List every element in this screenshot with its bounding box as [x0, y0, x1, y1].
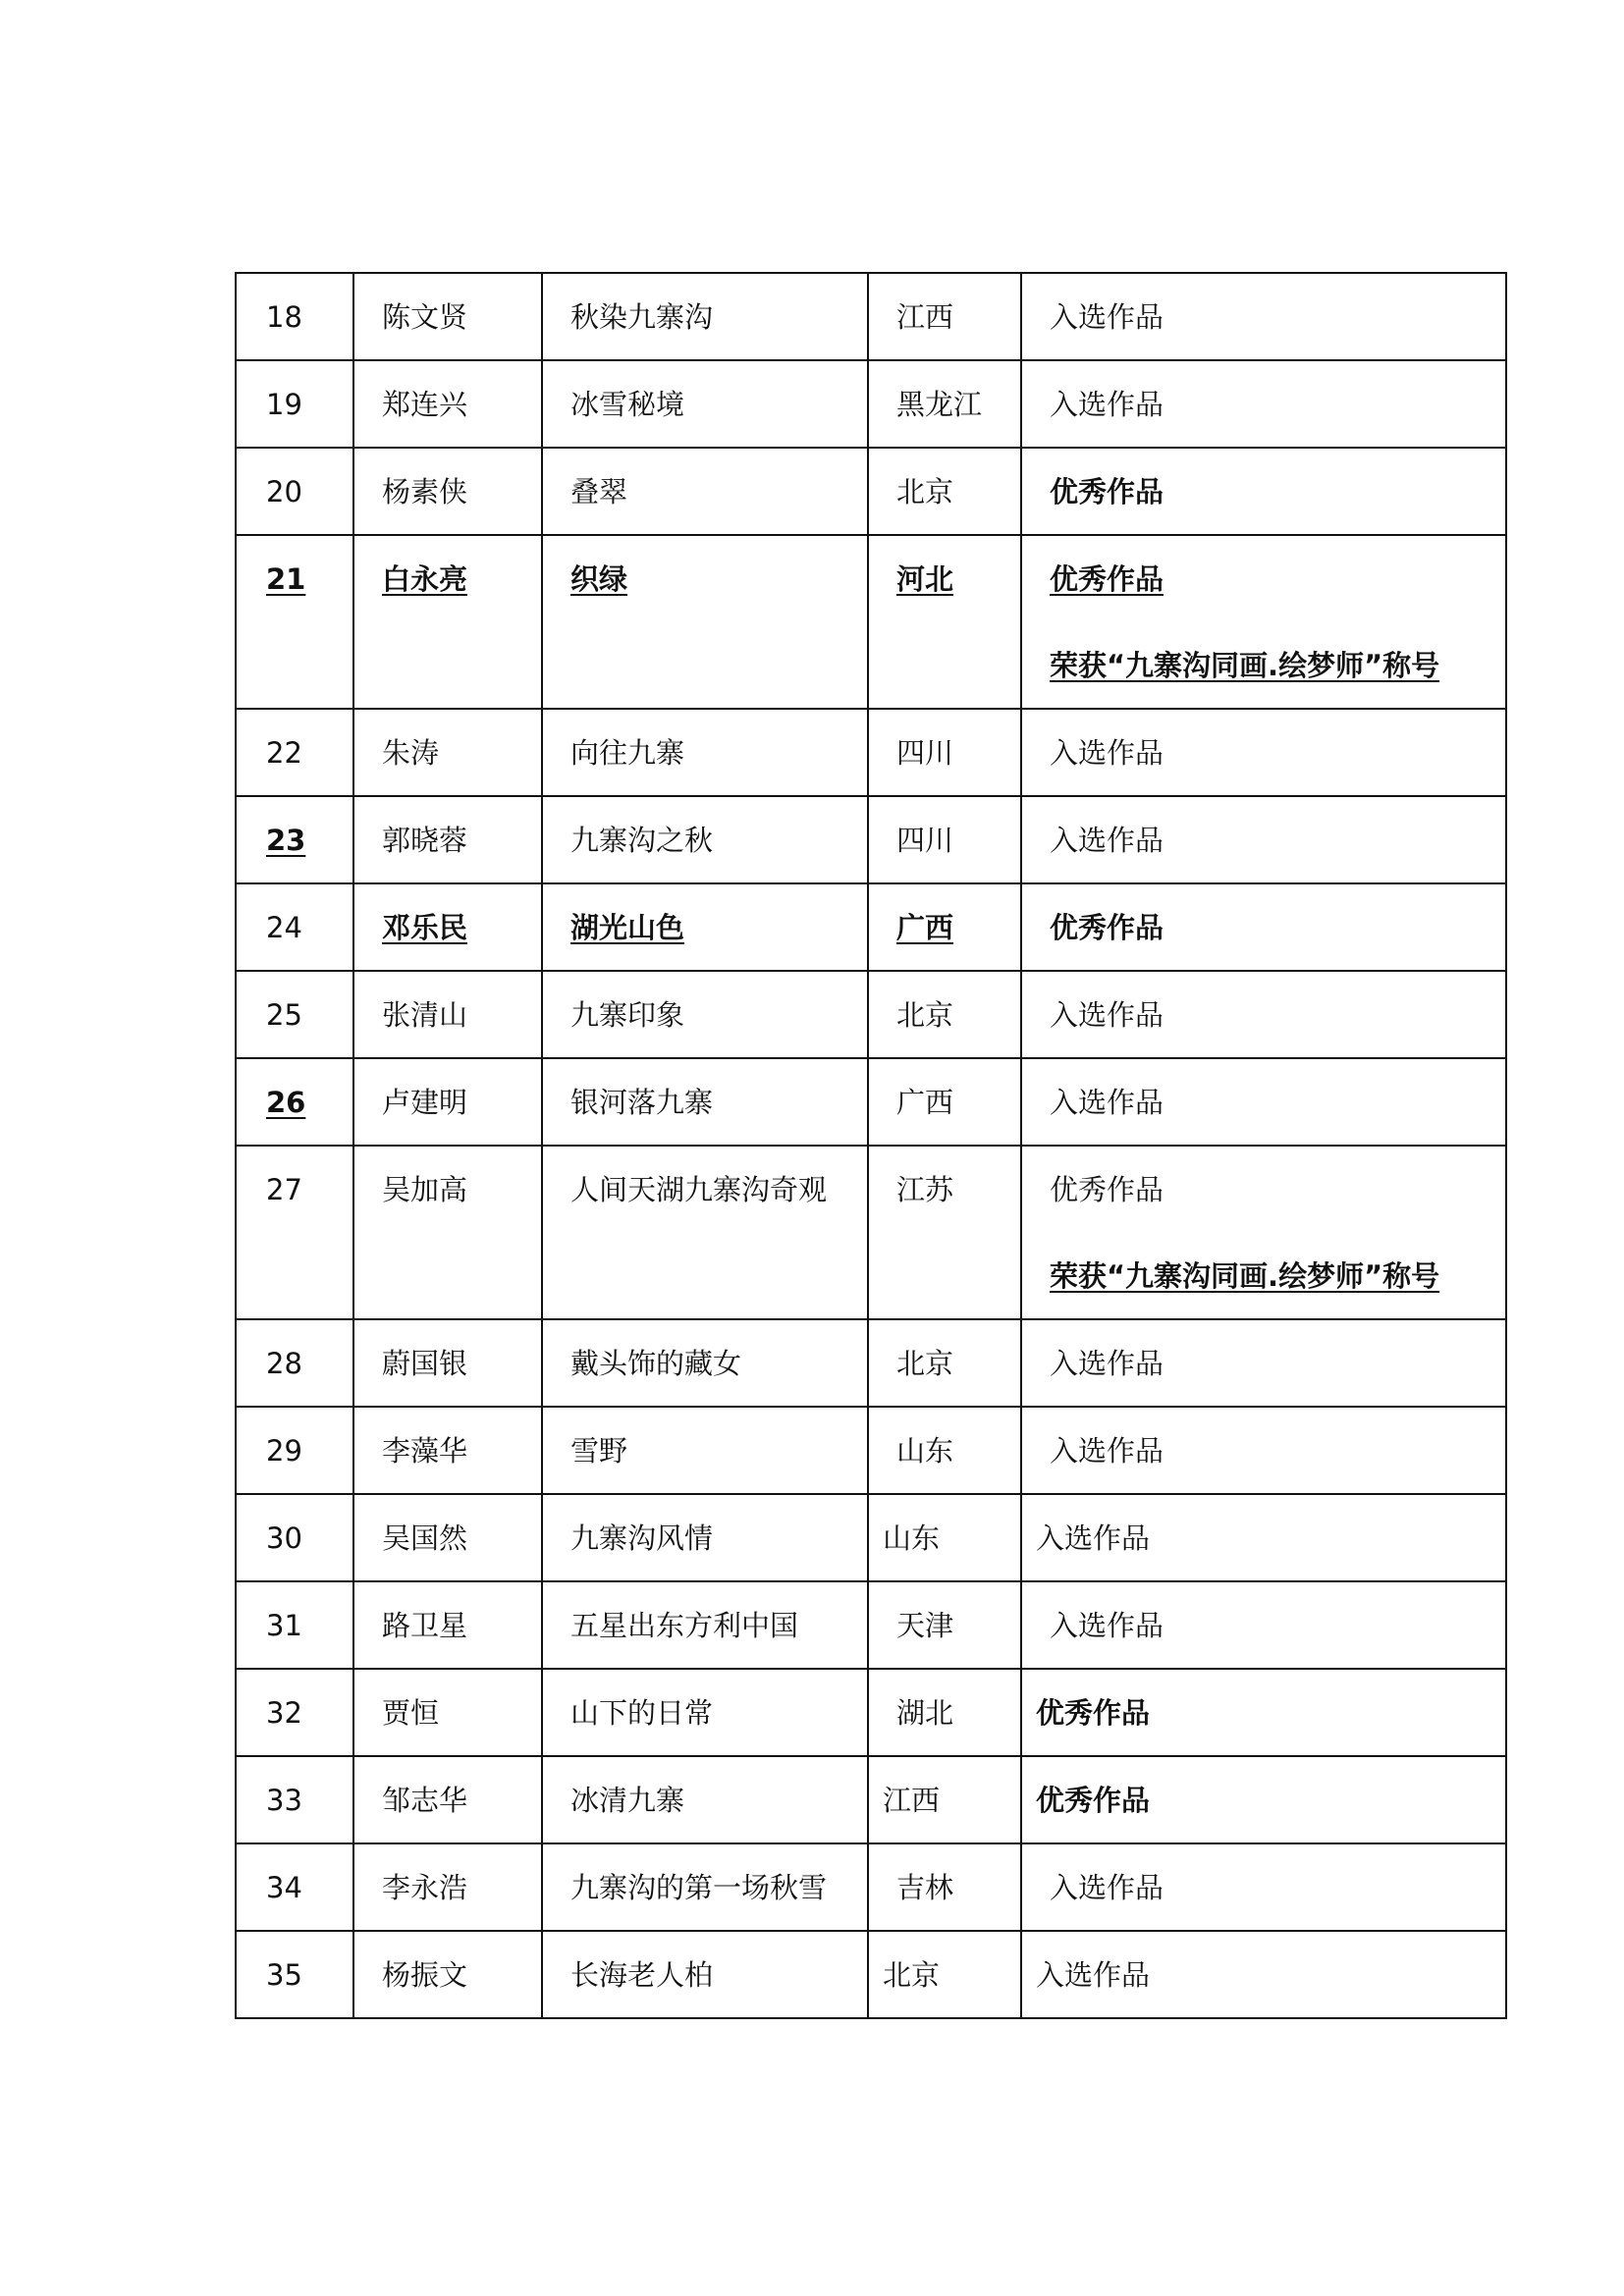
artwork-title-cell: 五星出东方利中国 [542, 1581, 868, 1669]
award-cell: 入选作品 [1021, 360, 1506, 448]
entry-number-cell: 28 [236, 1319, 353, 1407]
region-cell: 黑龙江 [868, 360, 1021, 448]
award-cell: 入选作品 [1021, 971, 1506, 1058]
award-cell: 入选作品 [1021, 1319, 1506, 1407]
entry-number-cell: 21 [236, 535, 353, 709]
award-cell: 入选作品 [1021, 1407, 1506, 1494]
artist-name-cell: 杨振文 [353, 1931, 542, 2018]
artist-name-cell: 李永浩 [353, 1843, 542, 1931]
artist-name-cell: 卢建明 [353, 1058, 542, 1146]
entry-number-cell: 24 [236, 883, 353, 971]
entry-number-cell: 32 [236, 1669, 353, 1756]
table-row [236, 709, 1506, 796]
entry-number-cell: 33 [236, 1756, 353, 1843]
award-cell: 入选作品 [1021, 273, 1506, 360]
table-row [236, 1319, 1506, 1407]
region-cell: 山东 [868, 1407, 1021, 1494]
region-cell: 广西 [868, 883, 1021, 971]
artwork-title-cell: 向往九寨 [542, 709, 868, 796]
entry-number-cell: 29 [236, 1407, 353, 1494]
award-cell: 优秀作品 [1021, 883, 1506, 971]
entry-number-cell: 23 [236, 796, 353, 883]
region-cell: 四川 [868, 796, 1021, 883]
table-row [236, 883, 1506, 971]
table-row [236, 1581, 1506, 1669]
artwork-title-cell: 九寨沟的第一场秋雪 [542, 1843, 868, 1931]
artwork-title-cell: 冰清九寨 [542, 1756, 868, 1843]
entry-number-cell: 30 [236, 1494, 353, 1581]
award-cell: 入选作品 [1021, 1494, 1506, 1581]
honor-title: 荣获“九寨沟同画.绘梦师”称号 [1050, 649, 1440, 682]
artist-name-cell: 陈文贤 [353, 273, 542, 360]
entry-number-cell: 20 [236, 448, 353, 535]
table-row [236, 273, 1506, 360]
region-cell: 河北 [868, 535, 1021, 709]
entry-number-cell: 26 [236, 1058, 353, 1146]
region-cell: 湖北 [868, 1669, 1021, 1756]
artist-name-cell: 张清山 [353, 971, 542, 1058]
region-cell: 北京 [868, 1931, 1021, 2018]
region-cell: 广西 [868, 1058, 1021, 1146]
entry-number-cell: 18 [236, 273, 353, 360]
artwork-title-cell: 冰雪秘境 [542, 360, 868, 448]
artwork-title-cell: 秋染九寨沟 [542, 273, 868, 360]
artist-name-cell: 吴国然 [353, 1494, 542, 1581]
table-row [236, 796, 1506, 883]
artist-name-cell: 邹志华 [353, 1756, 542, 1843]
award-cell: 优秀作品 [1021, 1756, 1506, 1843]
entry-number-cell: 35 [236, 1931, 353, 2018]
region-cell: 北京 [868, 1319, 1021, 1407]
award-cell: 入选作品 [1021, 796, 1506, 883]
region-cell: 北京 [868, 448, 1021, 535]
region-cell: 北京 [868, 971, 1021, 1058]
award-cell [1021, 1146, 1506, 1319]
artist-name-cell: 白永亮 [353, 535, 542, 709]
entry-number-cell: 31 [236, 1581, 353, 1669]
artwork-title-cell: 叠翠 [542, 448, 868, 535]
table-row [236, 971, 1506, 1058]
artwork-title-cell: 湖光山色 [542, 883, 868, 971]
artist-name-cell: 郭晓蓉 [353, 796, 542, 883]
artwork-title-cell: 银河落九寨 [542, 1058, 868, 1146]
region-cell: 江西 [868, 273, 1021, 360]
artwork-title-cell: 九寨印象 [542, 971, 868, 1058]
artist-name-cell: 杨素侠 [353, 448, 542, 535]
entry-number-cell: 25 [236, 971, 353, 1058]
region-cell: 天津 [868, 1581, 1021, 1669]
award-cell: 入选作品 [1021, 1581, 1506, 1669]
region-cell: 江苏 [868, 1146, 1021, 1319]
artwork-title-cell: 九寨沟之秋 [542, 796, 868, 883]
artwork-title-cell: 雪野 [542, 1407, 868, 1494]
honor-title: 荣获“九寨沟同画.绘梦师”称号 [1050, 1259, 1440, 1293]
artist-name-cell: 邓乐民 [353, 883, 542, 971]
artist-name-cell: 朱涛 [353, 709, 542, 796]
artist-name-cell: 吴加高 [353, 1146, 542, 1319]
award-cell: 入选作品 [1021, 1931, 1506, 2018]
table-row [236, 360, 1506, 448]
entry-number-cell: 34 [236, 1843, 353, 1931]
table-row [236, 1669, 1506, 1756]
region-cell: 江西 [868, 1756, 1021, 1843]
artist-name-cell: 路卫星 [353, 1581, 542, 1669]
table-row [236, 448, 1506, 535]
entry-number-cell: 19 [236, 360, 353, 448]
artwork-title-cell: 长海老人柏 [542, 1931, 868, 2018]
award-label: 优秀作品 [1050, 1173, 1164, 1206]
table-row [236, 1756, 1506, 1843]
award-cell: 入选作品 [1021, 709, 1506, 796]
award-cell: 入选作品 [1021, 1058, 1506, 1146]
entry-number-cell: 22 [236, 709, 353, 796]
artwork-title-cell: 人间天湖九寨沟奇观 [542, 1146, 868, 1319]
artwork-title-cell: 九寨沟风情 [542, 1494, 868, 1581]
award-cell: 优秀作品 [1021, 1669, 1506, 1756]
artist-name-cell: 郑连兴 [353, 360, 542, 448]
table-row [236, 1058, 1506, 1146]
award-cell: 入选作品 [1021, 1843, 1506, 1931]
table-row [236, 1494, 1506, 1581]
region-cell: 吉林 [868, 1843, 1021, 1931]
artwork-title-cell: 织绿 [542, 535, 868, 709]
table-row [236, 535, 1506, 709]
table-row [236, 1146, 1506, 1319]
artwork-title-cell: 戴头饰的藏女 [542, 1319, 868, 1407]
table-row [236, 1843, 1506, 1931]
artist-name-cell: 李藻华 [353, 1407, 542, 1494]
award-cell: 优秀作品 [1021, 448, 1506, 535]
artist-name-cell: 蔚国银 [353, 1319, 542, 1407]
award-cell [1021, 535, 1506, 709]
artist-name-cell: 贾恒 [353, 1669, 542, 1756]
region-cell: 四川 [868, 709, 1021, 796]
region-cell: 山东 [868, 1494, 1021, 1581]
results-table [235, 272, 1507, 2019]
entry-number-cell: 27 [236, 1146, 353, 1319]
award-label: 优秀作品 [1050, 562, 1164, 596]
artwork-title-cell: 山下的日常 [542, 1669, 868, 1756]
table-row [236, 1407, 1506, 1494]
table-row [236, 1931, 1506, 2018]
